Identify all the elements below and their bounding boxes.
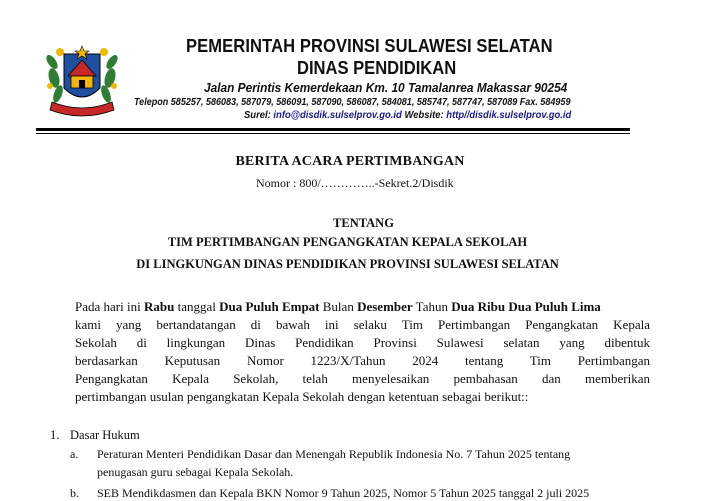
list-item-label: Dasar Hukum <box>70 428 140 442</box>
list-item-number: 1. <box>50 428 60 442</box>
year-words: Dua Ribu Dua Puluh Lima <box>451 299 601 314</box>
date-words: Dua Puluh Empat <box>219 299 320 314</box>
document-title: BERITA ACARA PERTIMBANGAN <box>235 154 465 169</box>
org-contact-line <box>244 109 571 121</box>
month-name: Desember <box>357 299 413 314</box>
body-line-4: berdasarkan Keputusan Nomor 1223/X/Tahun 2024 tentang Tim Pertimbangan <box>75 353 650 368</box>
sub-item-a-text-2: penugasan guru sebagai Kepala Sekolah. <box>97 465 294 479</box>
subject-line-1: TIM PERTIMBANGAN PENGANGKATAN KEPALA SEKOLAH <box>167 235 528 249</box>
body-line-5: Pengangkatan Kepala Sekolah, telah menyelesaikan pembahasan dan memberikan <box>75 371 650 386</box>
sub-item-b-marker: b. <box>70 486 79 500</box>
provincial-logo-icon <box>44 38 120 118</box>
day-name: Rabu <box>143 299 175 314</box>
body-line-6: pertimbangan usulan pengangkatan Kepala Sekolah dengan ketentuan sebagai berikut:: <box>75 389 529 404</box>
tentang-heading: TENTANG <box>333 216 394 230</box>
body-line-3: Sekolah di lingkungan Dinas Pendidikan Provinsi Sulawesi selatan yang dibentuk <box>75 335 650 350</box>
body-line-1: Pada hari ini Rabu tanggal Dua Puluh Empat Bulan Desember Tahun Dua Ribu Dua Puluh Lima <box>75 299 601 314</box>
document-number: Nomor : 800/…………..-Sekret.2/Disdik <box>256 176 454 190</box>
org-name-line1: PEMERINTAH PROVINSI SULAWESI SELATAN <box>186 36 553 56</box>
org-name-line2: DINAS PENDIDIKAN <box>297 58 457 78</box>
sub-item-b-text-1: SEB Mendikdasmen dan Kepala BKN Nomor 9 Tahun 2025, Nomor 5 Tahun 2025 tanggal 2 juli 2025 <box>97 486 590 500</box>
org-address: Jalan Perintis Kemerdekaan Km. 10 Tamalanrea Makassar 90254 <box>204 81 568 95</box>
website-link[interactable]: http//disdik.sulselprov.go.id <box>446 109 572 121</box>
letterhead-rule-thin <box>36 133 630 134</box>
org-phones: Telepon 585257, 586083, 587079, 586091, 587090, 586087, 584081, 585747, 587747, 587089 Fax. 584959 <box>134 96 571 108</box>
email-prefix: Surel: <box>244 109 274 121</box>
subject-line-2: DI LINGKUNGAN DINAS PENDIDIKAN PROVINSI SULAWESI SELATAN <box>136 257 559 271</box>
website-prefix: Website: <box>401 109 447 121</box>
sub-item-a-text-1: Peraturan Menteri Pendidikan Dasar dan Menengah Republik Indonesia No. 7 Tahun 2025 tentang <box>97 447 571 461</box>
body-line-2: kami yang bertandatangan di bawah ini selaku Tim Pertimbangan Pengangkatan Kepala <box>75 317 650 332</box>
email-link[interactable]: info@disdik.sulselprov.go.id <box>273 109 402 121</box>
letterhead-rule-thick <box>36 128 630 131</box>
sub-item-a-marker: a. <box>70 447 79 461</box>
